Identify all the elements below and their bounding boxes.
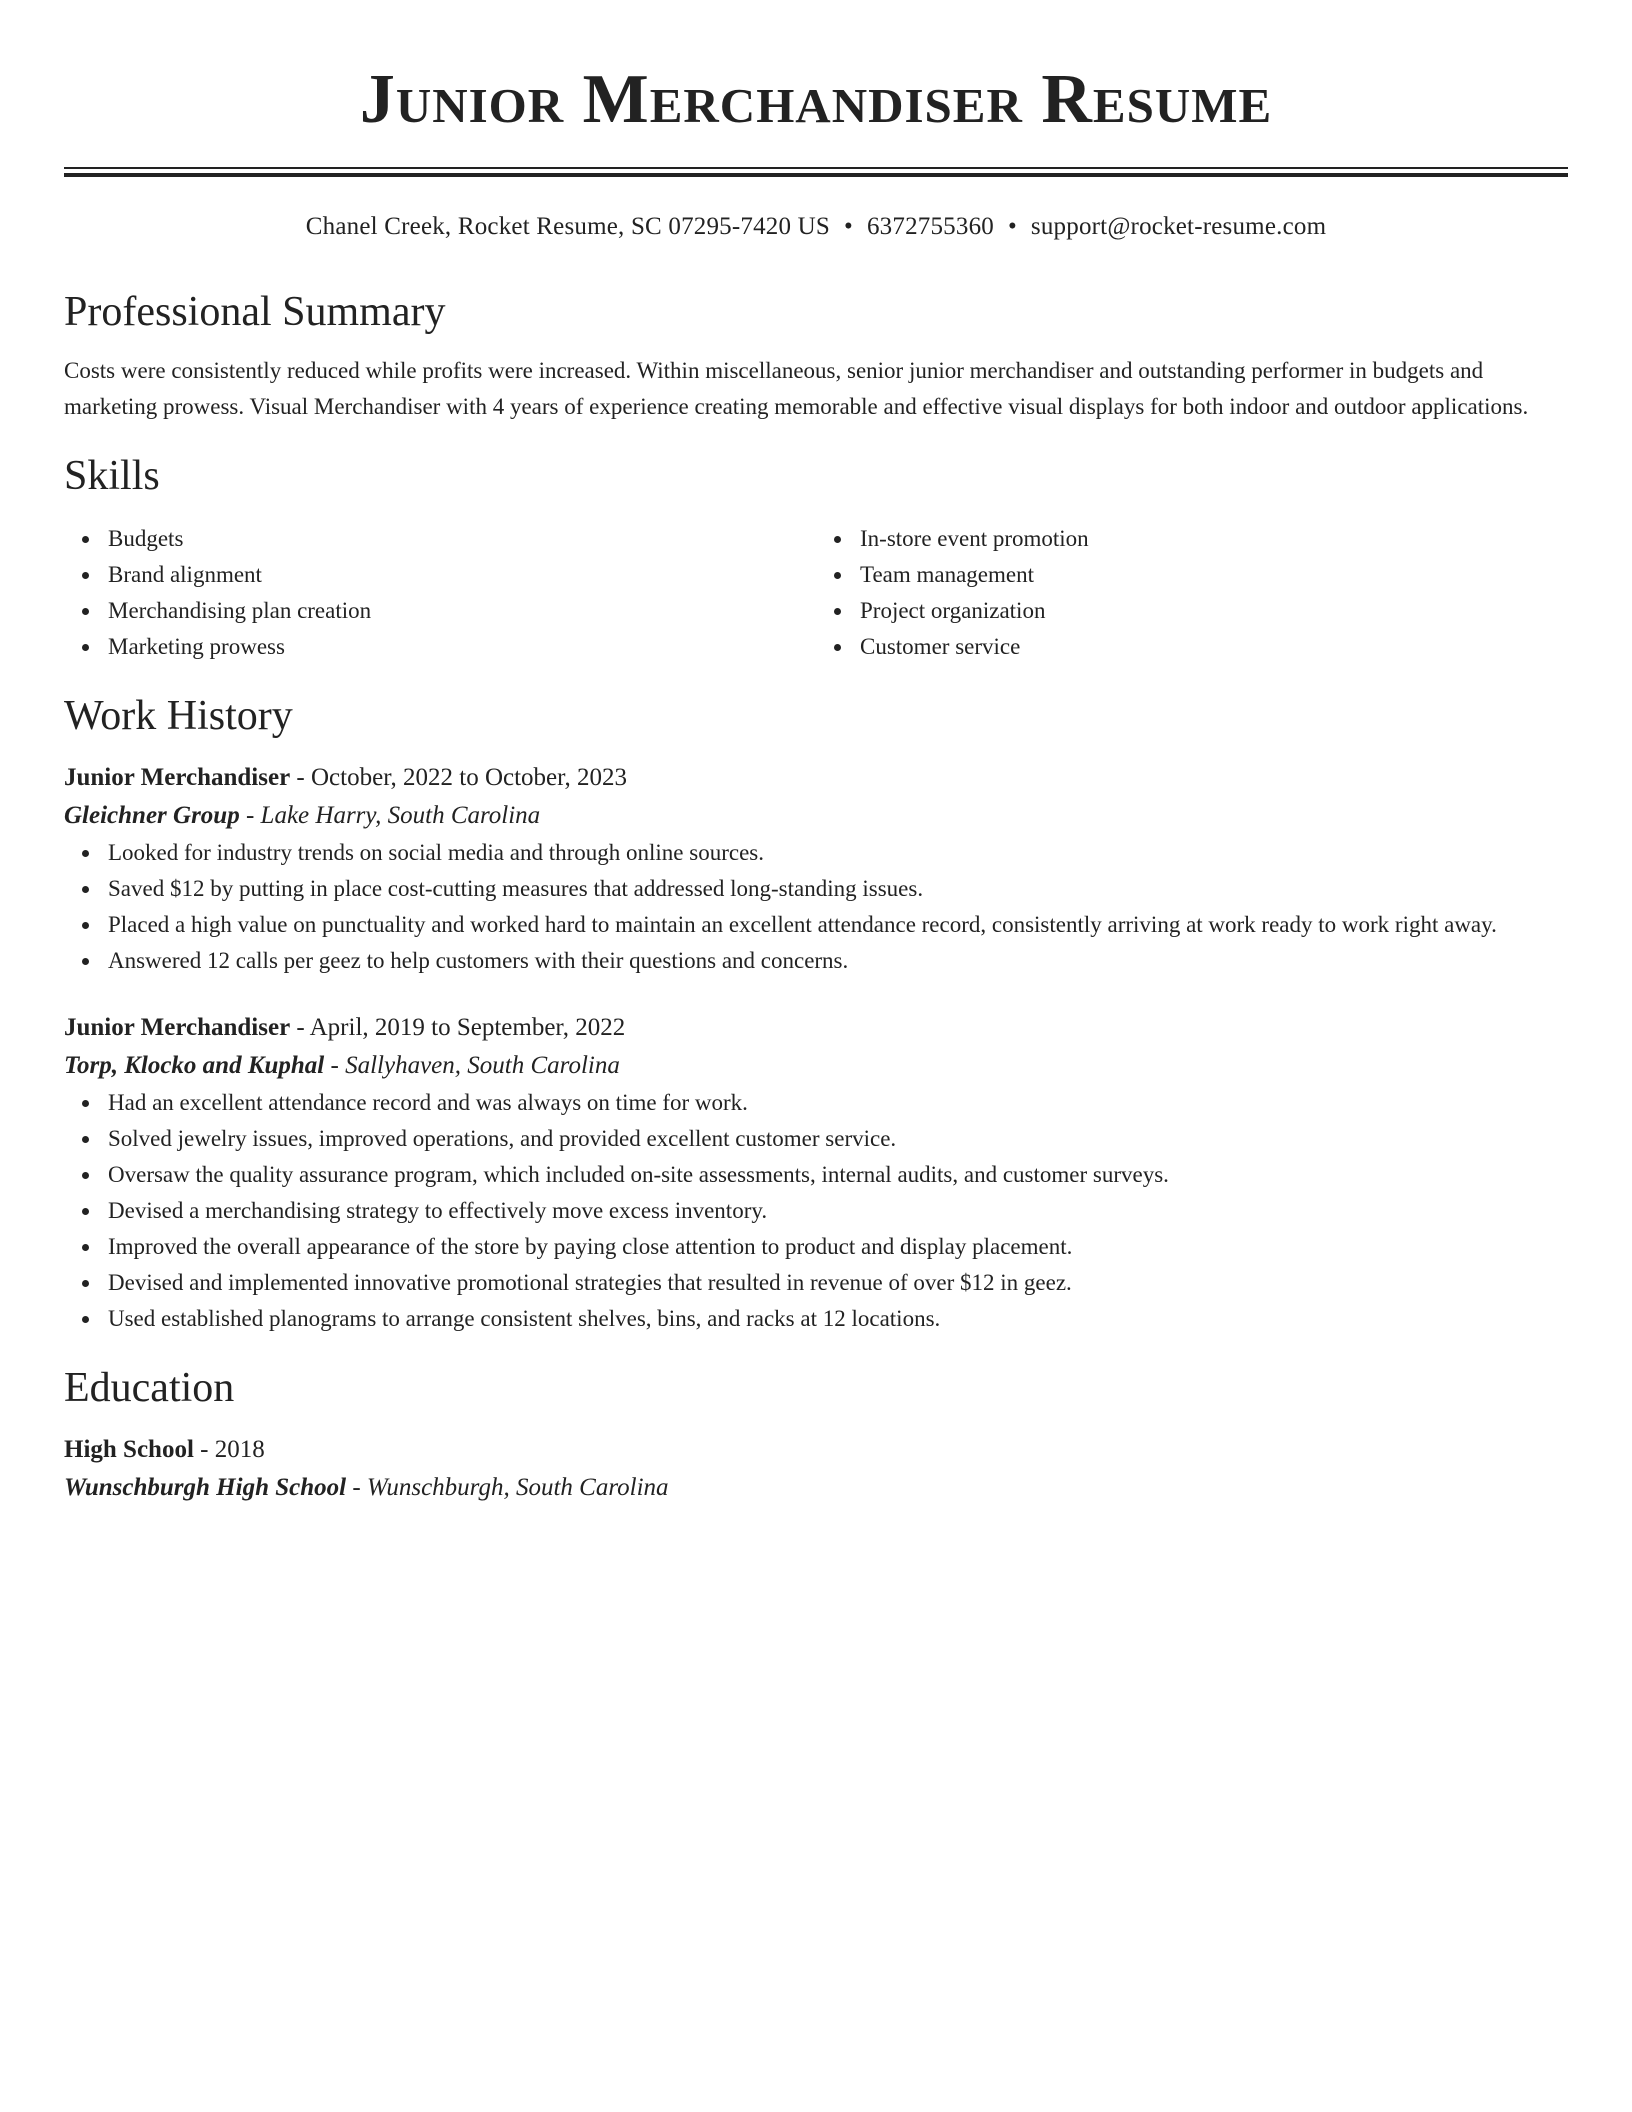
job-location: - Sallyhaven, South Carolina: [324, 1052, 620, 1079]
job-duty: Had an excellent attendance record and was always on time for work.: [108, 1085, 1568, 1121]
job-header: [64, 759, 1568, 797]
job-dates: - April, 2019 to September, 2022: [290, 1014, 626, 1041]
job-entry: [64, 759, 1568, 979]
job-duty: Improved the overall appearance of the store by paying close attention to product and display placement.: [108, 1229, 1568, 1265]
contact-line: [64, 211, 1568, 243]
skills-heading: Skills: [64, 453, 160, 499]
job-title: Junior Merchandiser: [64, 1014, 291, 1041]
contact-address: Chanel Creek, Rocket Resume, SC 07295-7420 US: [305, 213, 831, 240]
job-duty: Placed a high value on punctuality and worked hard to maintain an excellent attendance record, consistently arriving at work ready to work right away.: [108, 907, 1568, 943]
title-divider: [64, 167, 1568, 177]
skill-item: Merchandising plan creation: [108, 593, 816, 629]
skill-item: Team management: [860, 557, 1568, 593]
job-title: Junior Merchandiser: [64, 764, 291, 791]
skill-item: Marketing prowess: [108, 629, 816, 665]
job-duty: Looked for industry trends on social media and through online sources.: [108, 835, 1568, 871]
contact-phone: 6372755360: [866, 213, 994, 240]
job-duty: Solved jewelry issues, improved operations, and provided excellent customer service.: [108, 1121, 1568, 1157]
education-section: [64, 1363, 1568, 1507]
job-duty: Saved $12 by putting in place cost-cutting measures that addressed long-standing issues.: [108, 871, 1568, 907]
education-degree: High School: [64, 1436, 194, 1463]
job-entry: [64, 1009, 1568, 1337]
education-school: Wunschburgh High School: [64, 1474, 347, 1501]
job-company: Gleichner Group: [64, 802, 240, 829]
skill-item: In-store event promotion: [860, 521, 1568, 557]
skills-left-column: [64, 521, 816, 665]
job-duty: Used established planograms to arrange consistent shelves, bins, and racks at 12 locations.: [108, 1301, 1568, 1337]
job-duty: Devised and implemented innovative promotional strategies that resulted in revenue of over $12 in geez.: [108, 1265, 1568, 1301]
skill-item: Budgets: [108, 521, 816, 557]
skills-section: [64, 451, 1568, 665]
job-employer: [64, 1047, 1568, 1085]
contact-email: support@rocket-resume.com: [1030, 213, 1327, 240]
summary-heading: Professional Summary: [64, 289, 446, 335]
contact-separator: •: [1007, 213, 1017, 240]
education-location: - Wunschburgh, South Carolina: [346, 1474, 669, 1501]
education-heading: Education: [64, 1365, 235, 1411]
resume-title: Junior Merchandiser Resume: [359, 61, 1273, 138]
skills-right-column: [816, 521, 1568, 665]
skill-item: Project organization: [860, 593, 1568, 629]
education-entry: [64, 1431, 1568, 1507]
job-duties: [64, 1085, 1568, 1337]
skills-grid: [64, 521, 1568, 665]
job-dates: - October, 2022 to October, 2023: [290, 764, 627, 791]
job-duty: Answered 12 calls per geez to help customers with their questions and concerns.: [108, 943, 1568, 979]
summary-section: [64, 287, 1568, 425]
contact-separator: •: [844, 213, 853, 240]
job-duties: [64, 835, 1568, 979]
job-duty: Devised a merchandising strategy to effectively move excess inventory.: [108, 1193, 1568, 1229]
education-school-line: [64, 1469, 1568, 1507]
job-company: Torp, Klocko and Kuphal: [64, 1052, 325, 1079]
job-employer: [64, 797, 1568, 835]
job-location: - Lake Harry, South Carolina: [239, 802, 541, 829]
skill-item: Brand alignment: [108, 557, 816, 593]
education-header: [64, 1431, 1568, 1469]
job-duty: Oversaw the quality assurance program, which included on-site assessments, internal audits, and customer surveys.: [108, 1157, 1568, 1193]
education-year: - 2018: [193, 1436, 265, 1463]
work-history-heading: Work History: [64, 693, 293, 739]
summary-text: Costs were consistently reduced while profits were increased. Within miscellaneous, senior junior merchandiser and outstanding performer in budgets and marketing prowess. Visual Merchandiser with 4 years of experience creating memorable and effective visual displays for both indoor and outdoor applications.: [64, 358, 1529, 419]
skill-item: Customer service: [860, 629, 1568, 665]
work-history-section: [64, 691, 1568, 1337]
job-header: [64, 1009, 1568, 1047]
